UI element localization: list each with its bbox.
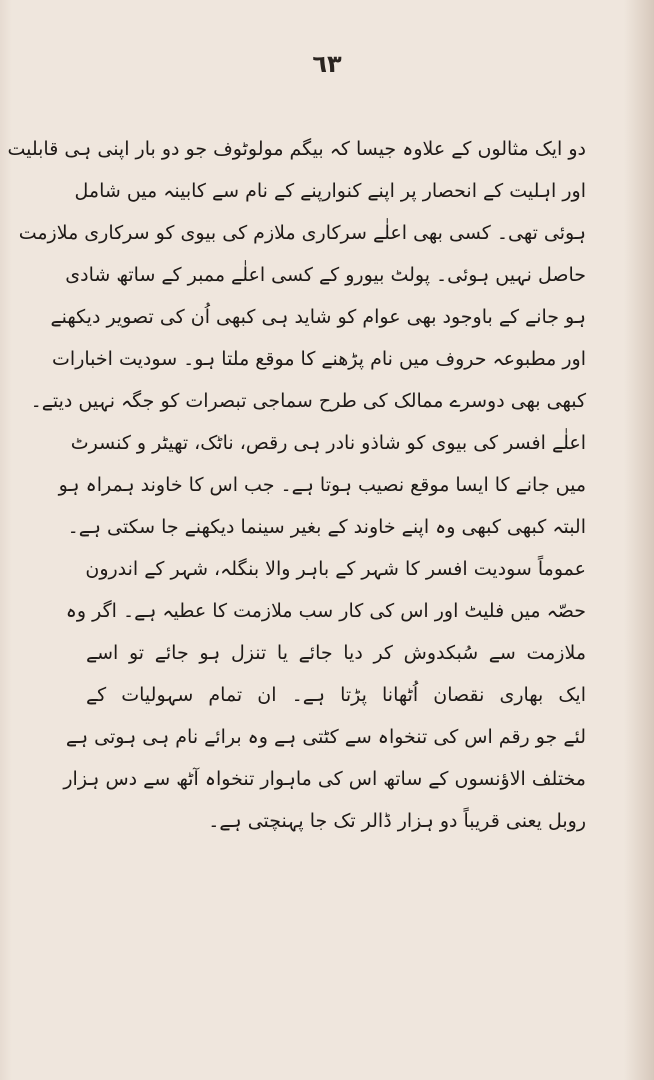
text-line: اعلٰے افسر کی بیوی کو شاذو نادر ہی رقص، ناٹک، تھیٹر و کنسرٹ — [70, 432, 586, 454]
text-line: ملازمت سے سُبکدوش کر دیا جائے یا تنزل ہو جائے تو اسے — [86, 642, 586, 664]
page-right-edge — [624, 0, 654, 1080]
text-line: کبھی بھی دوسرے ممالک کی طرح سماجی تبصرات کو جگہ نہیں دیتے۔ — [30, 390, 586, 412]
text-line: اور اہلیت کے انحصار پر اپنے کنوارپنے کے نام سے کابینہ میں شامل — [74, 180, 586, 202]
text-line: مختلف الاؤنسوں کے ساتھ اس کی ماہوار تنخواہ آٹھ سے دس ہزار — [63, 768, 586, 790]
page-number: ٦٣ — [312, 50, 342, 78]
text-line: ہوئی تھی۔ کسی بھی اعلٰے سرکاری ملازم کی بیوی کو سرکاری ملازمت — [18, 222, 586, 244]
text-line: ایک بھاری نقصان اُٹھانا پڑتا ہے۔ ان تمام سہولیات کے — [86, 684, 586, 706]
text-line: عموماً سودیت افسر کا شہر کے باہر والا بنگلہ، شہر کے اندرون — [85, 558, 586, 580]
body-text — [7, 128, 586, 842]
text-line: روبل یعنی قریباً دو ہزار ڈالر تک جا پہنچتی ہے۔ — [208, 810, 586, 832]
text-line: حصّہ میں فلیٹ اور اس کی کار سب ملازمت کا عطیہ ہے۔ اگر وہ — [65, 600, 586, 622]
text-line: حاصل نہیں ہوئی۔ پولٹ بیورو کے کسی اعلٰے ممبر کے ساتھ شادی — [65, 264, 586, 286]
text-line: دو ایک مثالوں کے علاوہ جیسا کہ بیگم مولوٹوف جو دو بار اپنی ہی قابلیت — [7, 138, 586, 160]
text-line: البتہ کبھی کبھی وہ اپنے خاوند کے بغیر سینما دیکھنے جا سکتی ہے۔ — [67, 516, 586, 538]
text-line: لئے جو رقم اس کی تنخواہ سے کٹتی ہے وہ برائے نام ہی ہوتی ہے — [65, 726, 586, 748]
text-line: میں جانے کا ایسا موقع نصیب ہوتا ہے۔ جب اس کا خاوند ہمراہ ہو — [58, 474, 586, 496]
text-line: ہو جانے کے باوجود بھی عوام کو شاید ہی کبھی اُن کی تصویر دیکھنے — [50, 306, 586, 328]
text-line: اور مطبوعہ حروف میں نام پڑھنے کا موقع ملتا ہو۔ سودیت اخبارات — [52, 348, 586, 370]
